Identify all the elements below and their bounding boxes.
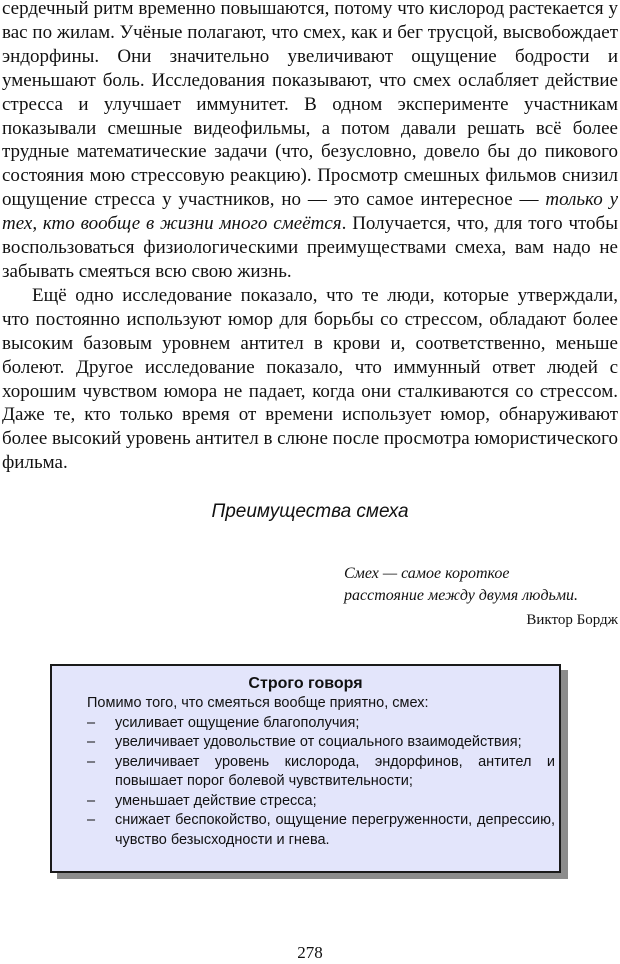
epigraph-line-1: Смех — самое короткое	[344, 565, 510, 582]
list-item	[87, 811, 555, 850]
epigraph-author: Виктор Бордж	[526, 612, 618, 628]
paragraph-1	[2, 0, 618, 284]
list-item	[87, 753, 555, 792]
section-heading: Преимущества смеха	[211, 501, 409, 522]
list-item-text: увеличивает удовольствие от социального взаимодействия;	[115, 734, 522, 750]
list-item-text: снижает беспокойство, ощущение перегруженности, депрессию, чувство безысходности и гнева.	[115, 812, 555, 848]
list-item-text: усиливает ощущение благополучия;	[115, 714, 360, 731]
epigraph-line-2: расстояние между двумя людьми.	[344, 587, 579, 604]
paragraph-2: Ещё одно исследование показало, что те люди, которые утверждали, что постоянно используют юмор для борьбы со стрессом, обладают более высоким базовым уровнем антител в крови и, соответственно, меньше болеют. Другое исследование показало, что иммунный ответ людей с хорошим чувством юмора не падает, когда они сталкиваются со стрессом. Даже те, кто только время от времени использует юмор, обнаруживают более высокий уровень антител в слюне после просмотра юмористического фильма.	[2, 284, 618, 474]
sidebar-box-list	[87, 714, 555, 851]
paragraph-1-text-end: . Получается, что, для того чтобы воспользоваться физиологическими преимуществами смеха, вам надо не забывать смеяться всю свою жизнь.	[2, 213, 618, 282]
dash-bullet: –	[87, 792, 96, 809]
list-item	[87, 792, 555, 812]
list-item	[87, 714, 555, 734]
list-item	[87, 733, 555, 753]
sidebar-box-title: Строго говоря	[248, 675, 363, 692]
dash-bullet: –	[87, 734, 96, 750]
dash-bullet: –	[87, 714, 96, 731]
paragraph-1-text-start: сердечный ритм временно повышаются, потому что кислород растекается у вас по жилам. Учёные полагают, что смех, как и бег трусцой, высвобождает эндорфины. Они значительно увеличивают ощущение бодрости и уменьшают боль. Исследования показывают, что смех ослабляет действие стресса и улучшает иммунитет. В одном эксперименте участникам показывали смешные видеофильмы, а потом давали решать всё более трудные математические задачи (что, безусловно, довело бы до пикового состояния мою стрессовую реакцию). Просмотр смешных фильмов снизил ощущение стресса у участников, но — это самое интересное —	[2, 0, 618, 211]
epigraph	[344, 563, 620, 607]
list-item-text: увеличивает уровень кислорода, эндорфинов, антител и повышает порог болевой чувствительности;	[115, 753, 555, 789]
dash-bullet: –	[87, 812, 96, 828]
paragraph-1-emphasis: только у тех, кто вообще в жизни много смеётся	[2, 189, 619, 235]
sidebar-box	[50, 664, 561, 873]
sidebar-box-intro: Помимо того, что смеяться вообще приятно, смех:	[87, 695, 429, 711]
dash-bullet: –	[87, 753, 96, 770]
list-item-text: уменьшает действие стресса;	[115, 792, 317, 809]
body-text	[2, 0, 618, 475]
page-number: 278	[297, 943, 323, 962]
